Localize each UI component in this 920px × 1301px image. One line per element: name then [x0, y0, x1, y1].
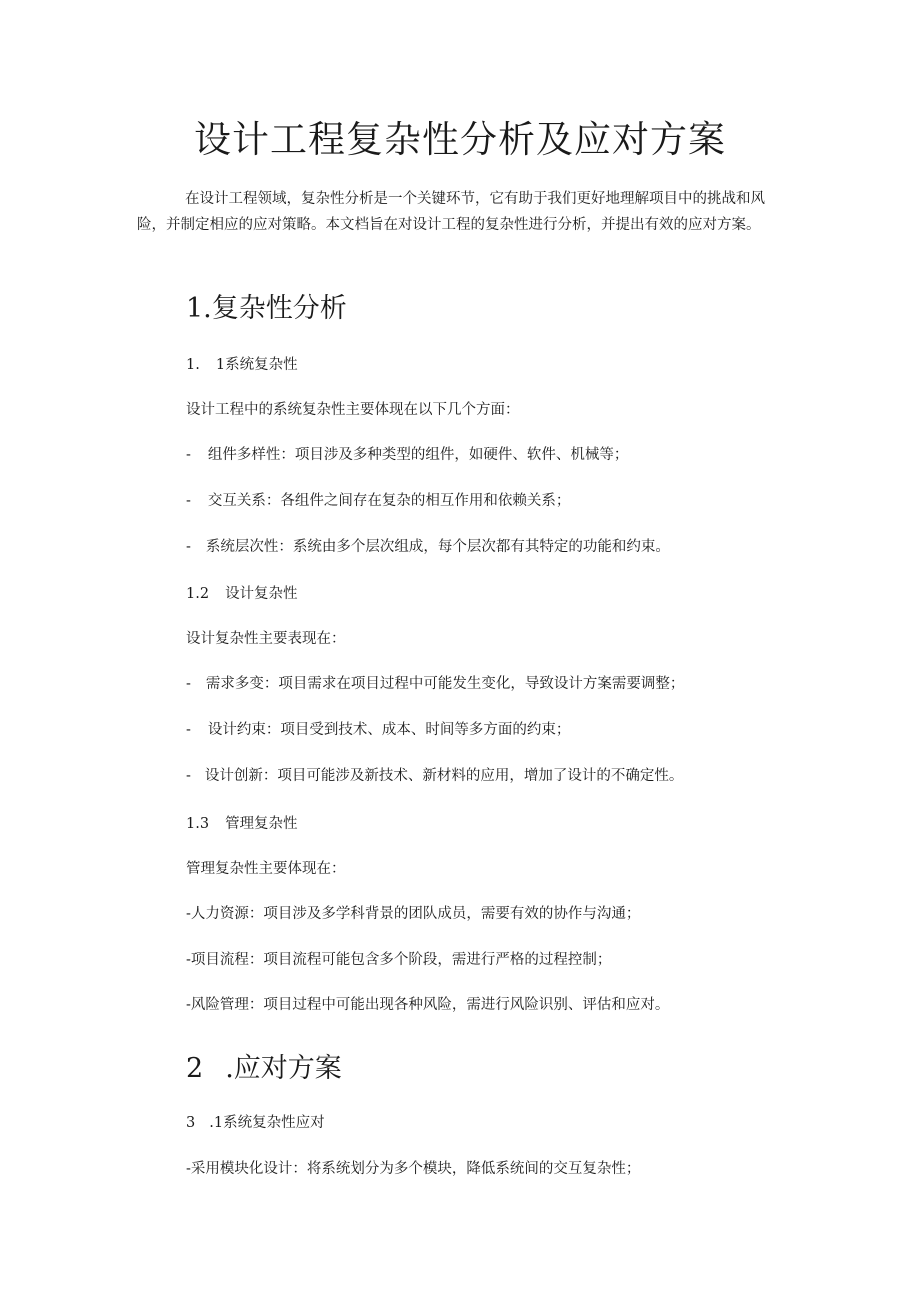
list-item [186, 536, 670, 558]
subsection-1-1-title: 1系统复杂性 [215, 357, 298, 373]
subsection-2-1-title: .1系统复杂性应对 [209, 1115, 325, 1131]
list-item-text: 设计创新：项目可能涉及新技术、新材料的应用，增加了设计的不确定性。 [204, 768, 684, 784]
document-title: 设计工程复杂性分析及应对方案 [194, 118, 726, 161]
section-2-title: .应对方案 [225, 1053, 342, 1084]
subsection-1-2-title: 设计复杂性 [225, 586, 298, 602]
subsection-1-2-number: 1.2 [186, 586, 210, 602]
subsection-1-2-heading [186, 583, 298, 605]
list-item: -采用模块化设计：将系统划分为多个模块，降低系统间的交互复杂性； [186, 1161, 641, 1177]
section-2-number: 2 [186, 1053, 204, 1084]
subsection-2-1-number: 3 [186, 1115, 196, 1131]
subsection-1-3-number: 1.3 [186, 816, 210, 832]
section-2-heading [186, 1051, 342, 1087]
subsection-1-1-lead: 设计工程中的系统复杂性主要体现在以下几个方面： [186, 402, 520, 418]
subsection-1-1-number: 1. [186, 357, 200, 373]
list-item-text: 组件多样性：项目涉及多种类型的组件，如硬件、软件、机械等； [207, 447, 629, 463]
list-dash: - [186, 676, 191, 692]
list-item: -人力资源：项目涉及多学科背景的团队成员，需要有效的协作与沟通； [186, 906, 641, 922]
list-dash: - [186, 539, 191, 555]
list-item-text: 交互关系：各组件之间存在复杂的相互作用和依赖关系； [207, 493, 571, 509]
list-item [186, 673, 684, 695]
list-item [186, 444, 628, 466]
list-item-text: 设计约束：项目受到技术、成本、时间等多方面的约束； [207, 722, 571, 738]
list-dash: - [186, 447, 191, 463]
subsection-1-3-title: 管理复杂性 [225, 816, 298, 832]
list-item-text: 系统层次性：系统由多个层次组成，每个层次都有其特定的功能和约束。 [205, 539, 670, 555]
subsection-1-3-heading [186, 813, 298, 835]
section-1-heading: 1.复杂性分析 [186, 293, 347, 324]
list-item [186, 719, 570, 741]
list-dash: - [186, 768, 191, 784]
list-item-text: 需求多变：项目需求在项目过程中可能发生变化，导致设计方案需要调整； [205, 676, 685, 692]
subsection-2-1-heading [186, 1112, 325, 1134]
list-item [186, 765, 683, 787]
intro-paragraph: 在设计工程领域，复杂性分析是一个关键环节，它有助于我们更好地理解项目中的挑战和风险，并制定相应的应对策略。本文档旨在对设计工程的复杂性进行分析，并提出有效的应对方案。 [137, 191, 765, 233]
subsection-1-2-lead: 设计复杂性主要表现在： [186, 631, 346, 647]
subsection-1-1-heading [186, 354, 298, 376]
list-item [186, 490, 570, 512]
list-item: -风险管理：项目过程中可能出现各种风险，需进行风险识别、评估和应对。 [186, 997, 670, 1013]
subsection-1-3-lead: 管理复杂性主要体现在： [186, 861, 346, 877]
list-dash: - [186, 722, 191, 738]
list-item: -项目流程：项目流程可能包含多个阶段，需进行严格的过程控制； [186, 952, 612, 968]
list-dash: - [186, 493, 191, 509]
